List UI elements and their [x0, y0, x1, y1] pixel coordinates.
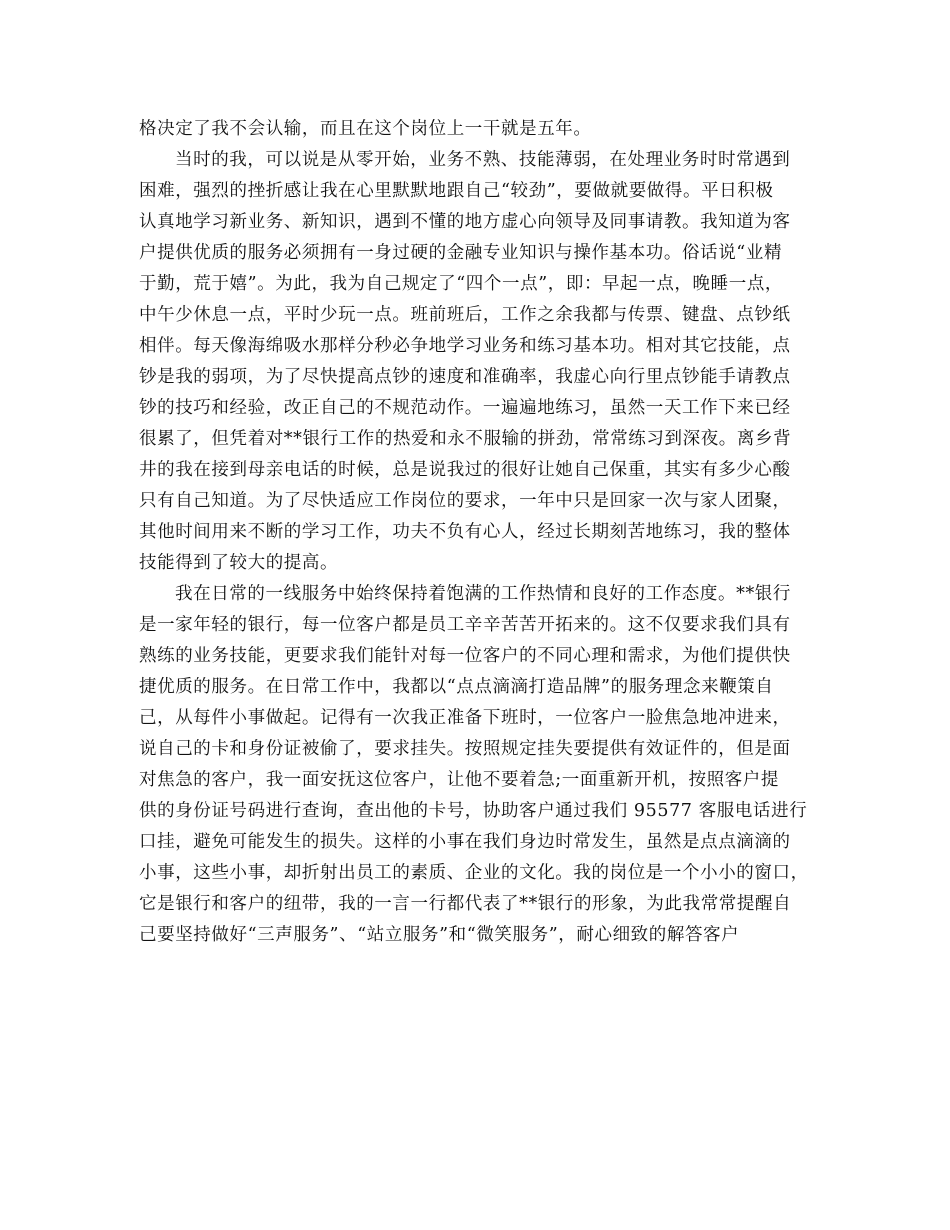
text-line: 户提供优质的服务必须拥有一身过硬的金融专业知识与操作基本功。俗话说“业精 — [139, 243, 783, 263]
text-line: 钞是我的弱项，为了尽快提高点钞的速度和准确率，我虚心向行里点钞能手请教点 — [139, 367, 791, 387]
text-line: 熟练的业务技能，更要求我们能针对每一位客户的不同心理和需求，为他们提供快 — [139, 646, 791, 666]
text-line: 我在日常的一线服务中始终保持着饱满的工作热情和良好的工作态度。**银行 — [175, 584, 791, 604]
text-line: 钞的技巧和经验，改正自己的不规范动作。一遍遍地练习，虽然一天工作下来已经 — [139, 398, 791, 418]
paragraph-customer-service — [139, 579, 819, 951]
paragraph-continuation — [139, 114, 819, 145]
text-line: 很累了，但凭着对**银行工作的热爱和永不服输的拼劲，常常练习到深夜。离乡背 — [139, 429, 792, 449]
text-line: 格决定了我不会认输，而且在这个岗位上一干就是五年。 — [139, 119, 592, 139]
text-line: 相伴。每天像海绵吸水那样分秒必争地学习业务和练习基本功。相对其它技能，点 — [139, 336, 791, 356]
text-line: 井的我在接到母亲电话的时候，总是说我过的很好让她自己保重，其实有多少心酸 — [139, 460, 791, 480]
text-line: 于勤，荒于嬉”。为此，我为自己规定了“四个一点”，即：早起一点，晚睡一点， — [139, 274, 784, 294]
text-line: 小事，这些小事，却折射出员工的素质、企业的文化。我的岗位是一个小小的窗口， — [139, 863, 809, 883]
text-line: 它是银行和客户的纽带，我的一言一行都代表了**银行的形象，为此我常常提醒自 — [139, 894, 792, 914]
paragraph-study-practice — [139, 145, 819, 579]
text-line: 只有自己知道。为了尽快适应工作岗位的要求，一年中只是回家一次与家人团聚， — [139, 491, 791, 511]
text-line: 说自己的卡和身份证被偷了，要求挂失。按照规定挂失要提供有效证件的，但是面 — [139, 739, 791, 759]
text-line: 供的身份证号码进行查询，查出他的卡号，协助客户通过我们 95577 客服电话进行 — [139, 801, 808, 821]
text-line: 技能得到了较大的提高。 — [139, 553, 339, 573]
body-text — [139, 114, 819, 951]
text-line: 捷优质的服务。在日常工作中，我都以“点点滴滴打造品牌”的服务理念来鞭策自 — [139, 677, 774, 697]
text-line: 认真地学习新业务、新知识，遇到不懂的地方虚心向领导及同事请教。我知道为客 — [139, 212, 791, 232]
text-line: 困难，强烈的挫折感让我在心里默默地跟自己“较劲”，要做就要做得。平日积极 — [139, 181, 774, 201]
text-line: 口挂，避免可能发生的损失。这样的小事在我们身边时常发生，虽然是点点滴滴的 — [139, 832, 791, 852]
text-line: 当时的我，可以说是从零开始，业务不熟、技能薄弱，在处理业务时时常遇到 — [175, 150, 791, 170]
text-line: 己，从每件小事做起。记得有一次我正准备下班时，一位客户一脸焦急地冲进来， — [139, 708, 791, 728]
text-line: 对焦急的客户，我一面安抚这位客户，让他不要着急;一面重新开机，按照客户提 — [139, 770, 779, 790]
text-line: 其他时间用来不断的学习工作，功夫不负有心人，经过长期刻苦地练习，我的整体 — [139, 522, 791, 542]
text-line: 中午少休息一点，平时少玩一点。班前班后，工作之余我都与传票、键盘、点钞纸 — [139, 305, 791, 325]
text-line: 己要坚持做好“三声服务”、“站立服务”和“微笑服务”，耐心细致的解答客户 — [139, 925, 740, 945]
text-line: 是一家年轻的银行，每一位客户都是员工辛辛苦苦开拓来的。这不仅要求我们具有 — [139, 615, 791, 635]
